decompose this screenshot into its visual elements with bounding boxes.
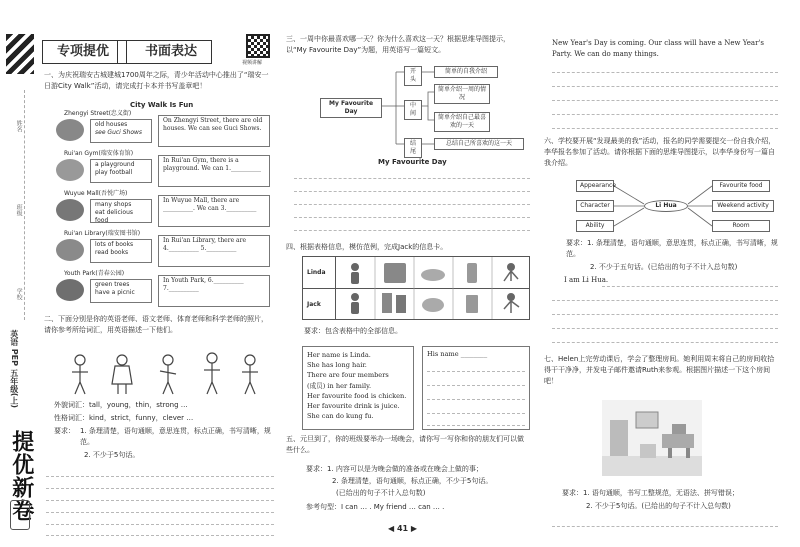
q5-ref: 参考句型：I can … . My friend … can … .	[306, 503, 445, 511]
q6-mindmap	[544, 174, 780, 234]
qr-code-icon[interactable]	[246, 34, 270, 58]
q6-item-appearance: Appearance	[576, 180, 614, 192]
q5-req3: (已给出的句子不计入总句数)	[336, 489, 426, 497]
q1-intro: 一、为庆祝瑞安古城建城1700周年之际，青少年活动中心推出了“瑞安一日游City Walk”活动，请完成打卡本并书写盖章吧！	[44, 71, 269, 90]
stop-gym	[56, 150, 271, 190]
stop-notes	[90, 119, 152, 143]
example-line: There are four members	[307, 371, 389, 380]
q6-req2: 2. 不少于五句话。(已给出的句子不计入总句数)	[590, 263, 738, 271]
q2-words-appearance: 外貌词汇：tall，young，thin，strong …	[54, 401, 188, 409]
spine-label-class: 班级	[15, 204, 23, 216]
stop-park	[56, 270, 271, 310]
q6-start: I am Li Hua.	[564, 276, 609, 284]
q2-intro: 二、下面分别是你的英语老师、语文老师、体育老师和科学老师的照片，请你参考所给词汇，用英语描述一下他们。	[44, 315, 268, 334]
stop-sentence: On Zhengyi Street, there are old houses. We can see Guci Shows.	[158, 115, 270, 147]
note: have a picnic	[95, 289, 135, 297]
mindmap-branch-middle: 中间	[404, 100, 422, 120]
q2-req2: 2. 不少于5句话。	[84, 451, 140, 459]
header	[42, 40, 274, 64]
mindmap-branch-start: 开头	[404, 66, 422, 86]
table-row-label: Jack	[307, 301, 321, 308]
page-number	[388, 524, 417, 535]
q4-table	[302, 256, 530, 320]
column-1	[42, 30, 274, 535]
teacher-figures	[60, 352, 260, 396]
q6-req1: 要求：1. 条理清楚，语句通顺，意思连贯，标点正确，书写清晰，规范。	[566, 239, 778, 258]
example-line: She can do kung fu.	[307, 412, 374, 421]
stop-photo	[56, 279, 84, 301]
column-3	[544, 30, 780, 535]
stop-place: Rui'an Gym(瑞安体育馆)	[64, 150, 134, 157]
q6-writing-lines[interactable]	[552, 286, 778, 350]
room-illustration	[602, 400, 702, 476]
q6-item-food: Favourite food	[712, 180, 770, 192]
note: read books	[95, 249, 129, 257]
stop-photo	[56, 199, 84, 221]
stop-notes	[90, 239, 152, 263]
spine-logo	[10, 500, 30, 530]
title-left: 专项提优	[42, 40, 118, 64]
q7-intro: 七、Helen上完劳动课后，学会了整理房间。她利用周末将自己的房间收拾得干干净净，并发电子邮件邀请Ruth来参观。根据图片描述一下这个房间吧！	[544, 355, 775, 385]
page-number-right: ▶	[408, 524, 418, 533]
q6-intro: 六、学校要开展“发现最美的我”活动，报名的同学需要提交一份自我介绍，李华报名参加了活动。请你根据下面的思维导图提示，以李华身份写一篇自我介绍。	[544, 137, 776, 167]
title-right: 书面表达	[126, 40, 212, 64]
q5-writing-lines[interactable]	[552, 60, 778, 136]
note: a playground	[95, 161, 135, 168]
q2-words-character: 性格词汇：kind，strict，funny，clever …	[54, 414, 194, 422]
spine	[0, 0, 40, 547]
q4-intro: 四、根据表格信息，模仿范例，完成Jack的信息卡。	[286, 243, 448, 251]
q2-req1: 1. 条理清楚，语句通顺，意思连贯，标点正确，书写清晰，规范。	[80, 427, 271, 446]
example-line: Her name is Linda.	[307, 351, 371, 359]
page-number-left: ◀	[388, 524, 397, 533]
q3-writing-lines[interactable]	[294, 168, 530, 238]
spine-label-school: 学校	[15, 288, 23, 300]
q6-center: Li Hua	[644, 200, 688, 212]
stop-notes	[90, 279, 152, 303]
stop-zhengyi	[56, 110, 271, 150]
note: many shops	[95, 201, 132, 208]
stop-notes	[90, 199, 152, 223]
q1-card	[56, 110, 271, 310]
example-line: (成员) in her family.	[307, 381, 372, 390]
mindmap-detail-summary: 总结自己所喜欢的这一天	[434, 138, 524, 150]
q7-writing-lines[interactable]	[552, 516, 778, 530]
q3-intro: 三、一周中你最喜欢哪一天？你为什么喜欢这一天？根据思维导图提示，以“My Favourite Day”为题，用英语写一篇短文。	[286, 35, 510, 54]
q6-item-room: Room	[712, 220, 770, 232]
note: lots of books	[95, 241, 134, 248]
jack-start: His name ________	[427, 350, 488, 358]
note: eat delicious food	[95, 209, 134, 225]
q5-req2: 2. 条理清楚，语句通顺，标点正确，不少于5句话。	[332, 477, 493, 485]
table-icons	[336, 257, 530, 319]
stop-place: Wuyue Mall(吾悦广场)	[64, 190, 128, 197]
page-number-value: 41	[396, 524, 409, 533]
stop-photo	[56, 239, 84, 261]
mindmap-detail-week: 简单介绍一周的情况	[434, 84, 490, 104]
stop-library	[56, 230, 271, 270]
q2-req-label: 要求：	[54, 427, 75, 435]
spine-stripes	[6, 34, 34, 74]
q3-essay-title: My Favourite Day	[378, 158, 447, 166]
q6-item-weekend: Weekend activity	[712, 200, 774, 212]
note: old houses	[95, 121, 128, 128]
q5-req1: 要求：1. 内容可以是为晚会做的准备或在晚会上做的事；	[306, 465, 483, 473]
example-line: Her favourite drink is juice.	[307, 402, 400, 411]
spine-cut-line	[24, 90, 25, 320]
mindmap-detail-favourite: 简单介绍自己最喜欢的一天	[434, 112, 490, 132]
q3-mindmap	[286, 64, 532, 154]
q6-item-character: Character	[576, 200, 614, 212]
q6-item-ability: Ability	[576, 220, 614, 232]
table-row-label: Linda	[307, 269, 326, 276]
stop-sentence[interactable]: In Rui'an Gym, there is a playground. We can 1.__________	[158, 155, 270, 187]
stop-notes	[90, 159, 152, 183]
mindmap-detail-intro: 简单的自我介绍	[434, 66, 498, 78]
mindmap-branch-end: 结尾	[404, 138, 422, 158]
stop-place: Youth Park(青春公园)	[64, 270, 125, 277]
stop-sentence[interactable]: In Wuyue Mall, there are __________. We can 3.__________	[158, 195, 270, 227]
q2-writing-lines[interactable]	[46, 466, 274, 536]
q7-req1: 要求：1. 语句通顺，书写工整规范，无语法、拼写错误；	[562, 489, 739, 497]
stop-sentence[interactable]: In Rui'an Library, there are 4.__________ 5.__________	[158, 235, 270, 267]
qr-caption: 视频讲解	[242, 60, 263, 66]
spine-subtitle: 英语 PEP 五年级(上)	[9, 330, 19, 409]
teacher-figures-illustration	[60, 352, 260, 396]
stop-photo	[56, 159, 84, 181]
spine-label-name: 姓名	[15, 120, 23, 132]
q4-req: 要求：包含表格中的全部信息。	[304, 327, 402, 335]
title-divider	[118, 40, 126, 64]
q7-room-picture	[602, 400, 702, 476]
stop-photo	[56, 119, 84, 141]
q7-req2: 2. 不少于5句话。(已给出的句子不计入总句数)	[586, 502, 731, 510]
spine-brand: 提优新卷	[8, 430, 34, 522]
example-line: Her favourite food is chicken.	[307, 391, 407, 400]
mindmap-center: My Favourite Day	[320, 98, 382, 118]
stop-mall	[56, 190, 271, 230]
example-line: She has long hair.	[307, 361, 367, 370]
q4-jack-card[interactable]	[422, 346, 530, 430]
column-2	[286, 30, 532, 535]
stop-place: Zhengyi Street(忠义街)	[64, 110, 132, 117]
stop-sentence[interactable]: In Youth Park, 6.__________ 7.__________	[158, 275, 270, 307]
note: play football	[95, 169, 133, 177]
q4-example-card	[302, 346, 414, 430]
q1-card-title: City Walk Is Fun	[130, 101, 194, 109]
note: see Guci Shows	[95, 129, 143, 137]
note: green trees	[95, 281, 130, 288]
q5-intro: 五、元旦到了，你的班级要举办一场晚会，请你写一写你和你的朋友们可以做些什么。	[286, 435, 524, 454]
q5-start-text: New Year's Day is coming. Our class will have a New Year's Party. We can do many things.	[552, 39, 764, 59]
stop-place: Rui'an Library(瑞安图书馆)	[64, 230, 141, 237]
